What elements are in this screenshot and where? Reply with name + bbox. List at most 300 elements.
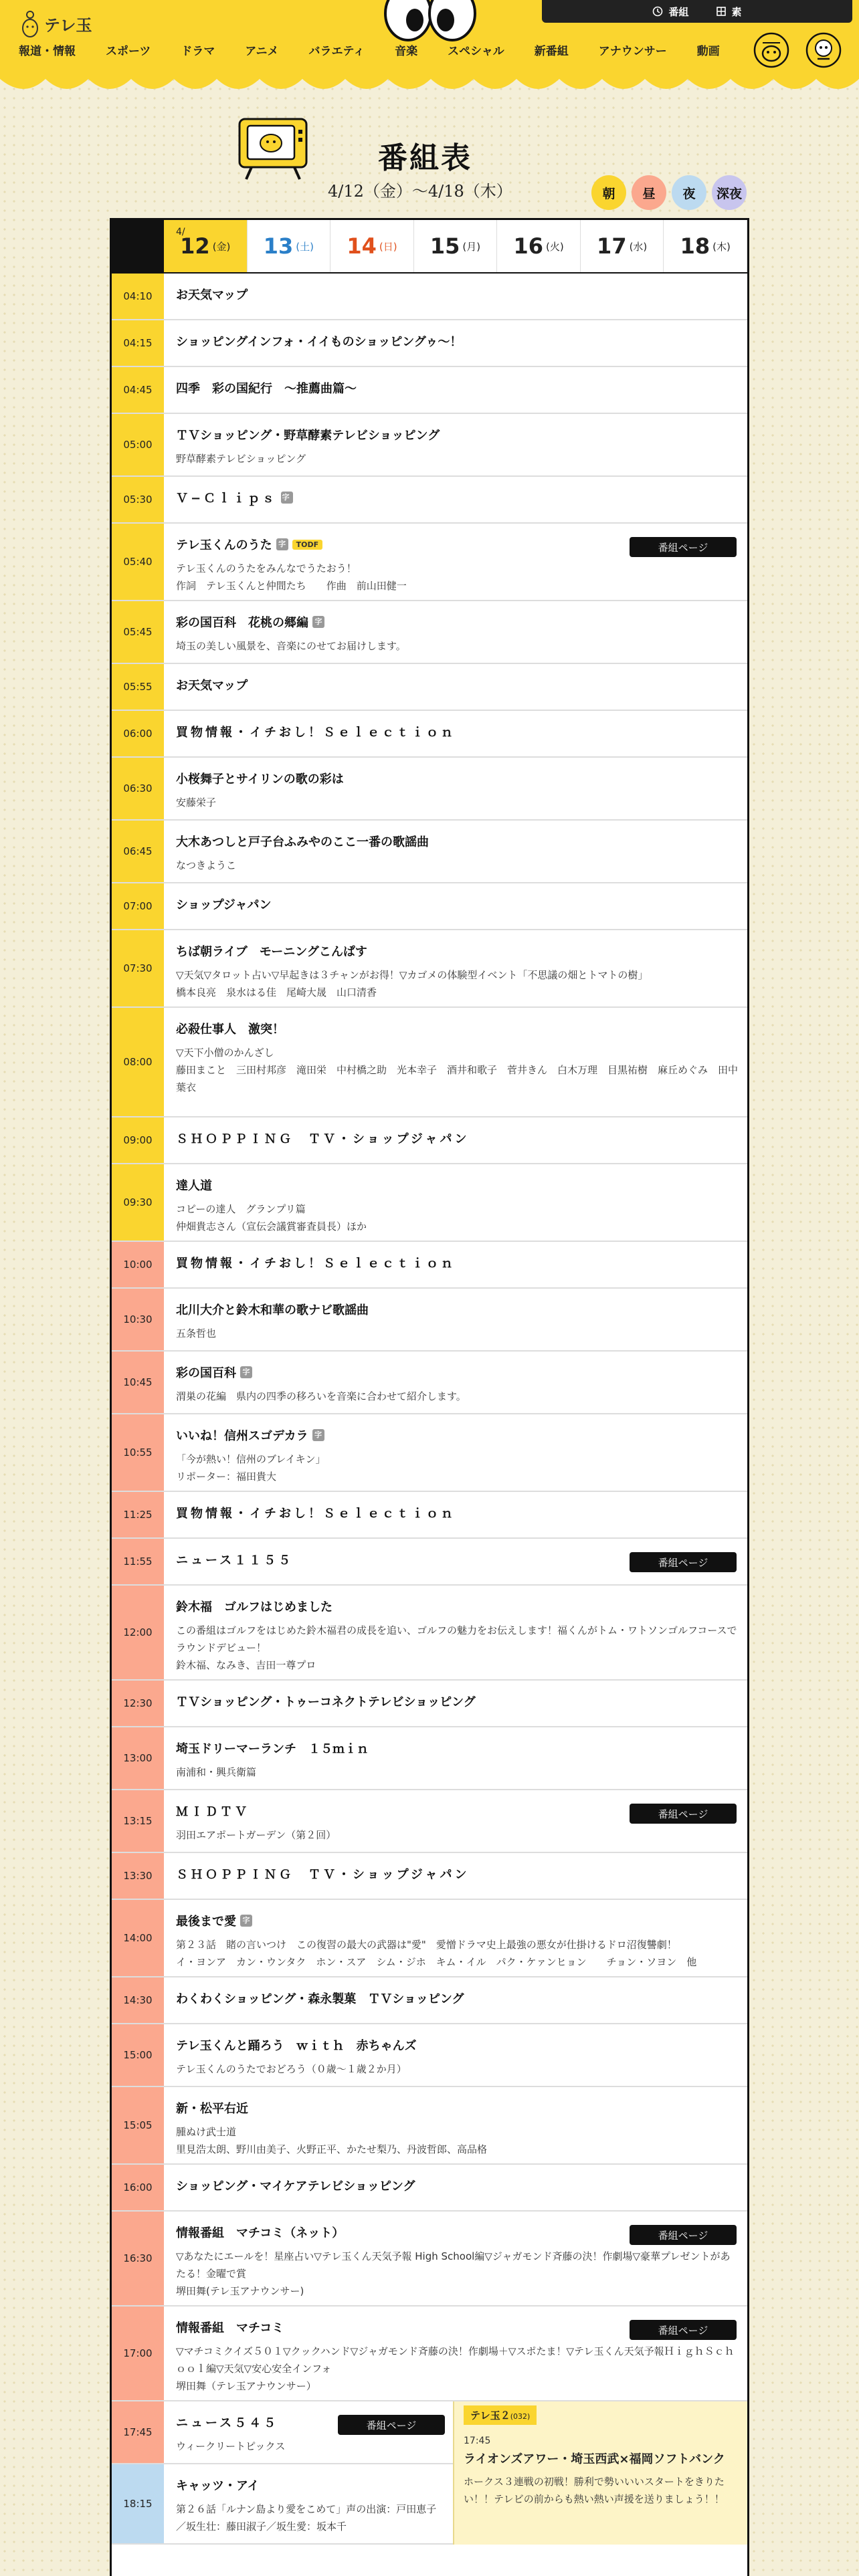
program-time: 04:45 [112,367,164,413]
site-logo[interactable] [20,8,92,39]
program-time: 10:30 [112,1289,164,1350]
program-title-wrap [176,1426,738,1444]
program-description [176,1388,738,1405]
program-description-line: ▽天下小僧のかんざし [176,1047,274,1059]
program-cell[interactable] [164,1289,747,1350]
program-title[interactable]: ショッピング・マイケアテレビショッピング [176,2179,415,2193]
program-title[interactable]: ＴＶショッピング・野草酵素テレビショッピング [176,429,440,443]
program-title-wrap [176,1176,738,1194]
program-cell[interactable] [164,1164,747,1241]
program-description [176,637,738,655]
program-description-line: 藤田まこと 三田村邦彦 滝田栄 中村橋之助 光本幸子 酒井和歌子 菅井きん 白木万理 目黒祐樹 麻丘めぐみ 田中葉衣 [176,1064,739,1093]
program-title-wrap [176,770,738,787]
program-title-wrap [176,286,738,303]
program-title-wrap [176,723,738,740]
program-title[interactable]: キャッツ・アイ [176,2479,260,2493]
program-row [112,601,747,664]
program-cell[interactable] [164,2087,747,2163]
program-row [112,821,747,883]
topbar-second-link[interactable] [716,5,742,19]
program-title[interactable]: ＭＩＤＴＶ [176,1805,250,1819]
nav-announcer[interactable]: アナウンサー [598,45,667,58]
program-title[interactable]: 買物情報・イチおし！Ｓｅｌｅｃｔｉｏｎ [176,726,456,740]
program-cell[interactable] [164,1008,747,1116]
program-cell[interactable] [164,601,747,663]
subtitle-badge: 字 [312,1429,324,1441]
program-title-wrap [176,833,738,850]
program-row [112,1164,747,1242]
program-cell[interactable] [164,2024,747,2086]
program-time: 04:15 [112,320,164,366]
program-description-line: 仲畑貴志さん（宣伝会議賞審査員長）ほか [176,1220,367,1232]
program-title[interactable]: 買物情報・イチおし！Ｓｅｌｅｃｔｉｏｎ [176,1257,456,1271]
program-cell[interactable] [164,1586,747,1679]
day-tab-date: 13 [263,233,294,259]
tetama2-badge [464,2405,537,2425]
tetama2-description: ホークス３連戦の初戦！勝利で勢いいいスタートをきりたい！！テレビの前からも熱い熱い声援を送りましょう！！ [464,2476,725,2505]
program-description [176,1044,738,1096]
day-tab-weekday: (木) [712,240,731,253]
day-tabs-corner [112,220,164,272]
top-utility-bar [542,0,852,23]
program-description-line: 五条哲也 [176,1327,217,1339]
program-title[interactable]: ＳＨＯＰＰＩＮＧ ＴＶ・ショップジャパン [176,1868,470,1882]
program-title-wrap [176,489,738,506]
program-row [112,524,747,601]
program-cell[interactable] [164,320,747,366]
program-description-line: 堺田舞（テレ玉アナウンサー） [176,2380,316,2392]
program-cell[interactable] [164,1790,747,1852]
program-description: 第２６話「ルナン島より愛をこめて」声の出演：戸田恵子／坂生壮：藤田淑子／坂生愛：坂本千 [176,2503,437,2533]
program-description-line: 安藤栄子 [176,796,217,809]
program-title[interactable]: 北川大介と鈴木和華の歌ナビ歌謡曲 [176,1303,369,1317]
program-row [112,320,747,367]
program-title-wrap [176,613,738,631]
program-cell[interactable] [164,2464,453,2543]
program-page-button[interactable]: 番組ページ [630,1804,737,1824]
tod-morning-button[interactable]: 朝 [591,175,626,210]
nav-news[interactable]: 報道・情報 [19,45,76,58]
program-description-line: リポーター：福田貴大 [176,1471,277,1483]
program-time: 12:00 [112,1586,164,1679]
program-page-button[interactable]: 番組ページ [630,2225,737,2245]
program-description-line: ▽マチコミクイズ５０１▽クックハンド▽ジャガモンド斉藤の決！作劇場＋▽スポたま！▽テレ玉くん天気予報ＨｉｇｈＳｃｈｏｏｌ編▽天気▽安心安全インフォ [176,2345,735,2375]
header-wave-divider [0,72,859,99]
program-cell[interactable] [164,1853,747,1899]
program-description-line: 第２３話 賭の言いつけ この復習の最大の武器は"愛" 愛憎ドラマ史上最強の悪女が仕掛けるドロ沼復讐劇！ [176,1939,677,1951]
program-time: 09:30 [112,1164,164,1241]
day-tab-weekday: (月) [462,240,481,253]
topbar-program-link[interactable] [652,5,688,19]
tod-daytime-button[interactable]: 昼 [632,175,666,210]
program-title[interactable]: 四季 彩の国紀行 〜推薦曲篇〜 [176,382,357,396]
program-row [112,2165,747,2212]
program-title-wrap [176,1504,738,1521]
tetama-logo-icon [20,8,40,39]
tod-night-button[interactable]: 夜 [672,175,706,210]
topbar-second-label: 素 [731,5,742,18]
mascot-badge-icon[interactable] [753,32,789,68]
program-row [112,1727,747,1790]
program-title-wrap [176,1301,738,1318]
program-title[interactable]: 鈴木福 ゴルフはじめました [176,1600,332,1614]
day-tab-weekday: (水) [629,240,648,253]
mascot-eyes-icon [380,0,480,47]
program-time: 06:00 [112,711,164,756]
day-tab-16[interactable] [497,220,581,272]
program-cell[interactable] [164,1727,747,1789]
program-description [176,1936,738,1971]
program-cell[interactable] [164,1681,747,1726]
program-cell[interactable] [164,477,747,522]
program-title[interactable]: 必殺仕事人 激突！ [176,1023,284,1037]
program-row [112,1242,747,1289]
program-description-line: テレ玉くんのうたをみんなでうたおう！ [176,562,357,574]
todf-badge: TODF [292,540,323,550]
day-tab-weekday: (金) [212,240,231,253]
program-time: 10:55 [112,1414,164,1491]
program-title[interactable]: ＴＶショッピング・トゥーコネクトテレビショッピング [176,1695,476,1709]
nav-sports[interactable]: スポーツ [106,45,151,58]
clock-icon [652,6,663,17]
program-time: 12:30 [112,1681,164,1726]
program-row [112,1492,747,1539]
program-cell[interactable] [164,414,747,475]
program-description [176,794,738,811]
program-row [112,1853,747,1900]
program-row [112,1681,747,1727]
program-row [112,664,747,711]
day-tab-date: 16 [513,233,543,259]
program-title-wrap [176,2099,738,2117]
program-cell[interactable] [164,930,747,1006]
day-tab-weekday: (日) [379,240,397,253]
program-title-wrap [176,2036,738,2054]
program-title[interactable]: お天気マップ [176,288,248,302]
program-title[interactable]: テレ玉くんと踊ろう ｗｉｔｈ 赤ちゃんズ [176,2039,417,2053]
program-title[interactable]: お天気マップ [176,679,248,693]
program-description-line: 作詞 テレ玉くんと仲間たち 作曲 前山田健一 [176,580,407,592]
nav-variety[interactable]: バラエティ [308,45,365,58]
program-title[interactable]: 買物情報・イチおし！Ｓｅｌｅｃｔｉｏｎ [176,1507,456,1521]
program-time: 07:00 [112,883,164,929]
program-time: 18:15 [112,2464,164,2543]
day-tab-date: 14 [347,233,377,259]
nav-music[interactable]: 音楽 [395,45,418,58]
date-range: 4/12（金）〜4/18（木） [328,182,512,201]
program-description [176,966,738,1001]
program-title-wrap [176,1254,738,1271]
program-description-line: 「今が熱い！信州のブレイキン」 [176,1453,326,1465]
program-time: 05:40 [112,524,164,600]
program-cell[interactable] [164,1352,747,1413]
program-description-line: 里見浩太朗、野川由美子、火野正平、かたせ梨乃、丹波哲郎、高品格 [176,2143,488,2155]
program-description-line: コピーの達人 グランプリ篇 [176,1203,306,1215]
program-row [112,1977,747,2024]
tetama2-title[interactable]: ライオンズアワー・埼玉西武×福岡ソフトバンク [464,2452,725,2466]
day-tab-14[interactable] [330,220,414,272]
program-time: 16:00 [112,2165,164,2210]
program-description-line: なつきようこ [176,859,237,871]
program-row [112,1008,747,1117]
page-title: 番組表 [378,141,472,175]
program-title[interactable]: 小桜舞子とサイリンの歌の彩は [176,772,344,786]
program-title-wrap [176,895,738,913]
program-title[interactable]: Ｖ−Ｃｌｉｐｓ [176,492,278,506]
day-tabs [112,220,747,274]
program-page-button[interactable]: 番組ページ [630,537,737,557]
program-row [112,1900,747,1977]
day-tab-weekday: (火) [546,240,564,253]
program-schedule [110,218,749,2576]
program-row [112,1117,747,1164]
program-time: 15:05 [112,2087,164,2163]
program-cell[interactable] [164,274,747,319]
program-title-wrap [176,942,738,960]
topbar-program-label: 番組 [668,5,689,18]
program-description-line: 堺田舞(テレ玉アナウンサー) [176,2285,304,2297]
subtitle-badge: 字 [240,1366,252,1378]
day-tab-15[interactable] [414,220,498,272]
program-page-button[interactable]: 番組ページ [630,2320,737,2340]
program-cell[interactable] [164,883,747,929]
program-row [112,711,747,758]
program-cell[interactable] [164,711,747,756]
program-title-wrap [176,379,738,397]
program-title[interactable]: 情報番組 マチコミ（ネット） [176,2226,345,2240]
program-title[interactable]: テレ玉くんのうた [176,538,272,552]
program-title-wrap [176,426,738,443]
program-time: 05:30 [112,477,164,522]
program-cell[interactable] [164,1414,747,1491]
day-tab-13[interactable] [248,220,331,272]
program-time: 11:25 [112,1492,164,1537]
program-row [112,274,747,320]
tetama2-label: テレ玉２ [470,2409,510,2422]
program-row [112,1539,747,1586]
program-cell[interactable] [164,1977,747,2023]
program-title-wrap [176,1912,738,1929]
program-title-wrap [176,1865,738,1883]
program-row [112,2087,747,2165]
day-tab-weekday: (土) [296,240,314,253]
program-title-wrap [176,2476,444,2494]
program-description [176,2123,738,2158]
program-cell[interactable] [164,1492,747,1537]
program-title-wrap [176,1693,738,1710]
program-title-wrap [176,676,738,693]
program-row [112,2212,747,2306]
program-description-line: 羽田エアポートガーデン（第２回） [176,1829,337,1841]
program-time: 14:30 [112,1977,164,2023]
program-title-wrap [176,1130,738,1147]
program-description-line: 渭巣の花編 県内の四季の移ろいを音楽に合わせて紹介します。 [176,1390,466,1402]
program-description-line: 鈴木福、なみき、吉田一尊プロ [176,1659,316,1671]
program-description [176,2060,738,2078]
program-row [112,1790,747,1853]
program-time: 10:00 [112,1242,164,1287]
program-time: 05:55 [112,664,164,710]
program-row [112,477,747,524]
program-row [112,930,747,1008]
program-title-wrap [176,2177,738,2194]
program-title[interactable]: 達人道 [176,1179,212,1193]
nav-anime[interactable]: アニメ [245,45,279,58]
program-title[interactable]: ショッピングインフォ・イイものショッピングゥ〜！ [176,335,462,349]
program-description [176,1200,738,1235]
tetama2-channel: (032) [510,2412,531,2421]
program-title-wrap [176,1990,738,2007]
program-title[interactable]: 彩の国百科 [176,1366,236,1380]
program-description-line: 橋本良亮 泉水はる佳 尾崎大晟 山口清香 [176,986,377,998]
tv-mascot-icon [235,114,310,181]
tod-latenight-button[interactable]: 深夜 [712,175,747,210]
nav-video[interactable]: 動画 [696,45,720,58]
program-time: 06:30 [112,758,164,819]
program-row [112,2401,453,2464]
program-page-button[interactable]: 番組ページ [338,2415,445,2435]
day-tab-month: 4/ [176,227,185,237]
program-title-wrap [176,1020,738,1037]
program-row [112,1414,747,1492]
program-title-wrap [176,1364,738,1381]
program-time: 11:55 [112,1539,164,1584]
program-row [112,1586,747,1681]
program-time: 06:45 [112,821,164,882]
program-time: 07:30 [112,930,164,1006]
tetama2-panel[interactable] [453,2401,747,2545]
program-description [176,1325,738,1342]
subtitle-badge: 字 [240,1915,252,1927]
program-title[interactable]: 情報番組 マチコミ [176,2321,284,2335]
program-time: 15:00 [112,2024,164,2086]
program-row [112,1352,747,1414]
program-time: 16:30 [112,2212,164,2305]
program-row [112,2306,747,2401]
program-description [176,2343,738,2395]
main-nav [19,41,750,58]
program-cell[interactable] [164,2165,747,2210]
program-description [176,560,738,595]
program-page-button[interactable]: 番組ページ [630,1552,737,1572]
program-title[interactable]: 最後まで愛 [176,1915,236,1929]
program-time: 08:00 [112,1008,164,1116]
program-description-line: ▽天気▽タロット占い▽早起きは３チャンがお得！▽カゴメの体験型イベント「不思議の畑とトマトの樹」 [176,969,648,981]
day-tab-17[interactable] [581,220,664,272]
program-row [112,367,747,414]
program-time: 17:45 [112,2401,164,2463]
program-title-wrap [176,1739,738,1757]
program-title[interactable]: ニュース５４５ [176,2416,279,2430]
nav-drama[interactable]: ドラマ [181,45,215,58]
program-cell[interactable] [164,2401,453,2463]
program-cell[interactable] [164,1900,747,1976]
program-cell[interactable] [164,1539,747,1584]
program-title[interactable]: ＳＨＯＰＰＩＮＧ ＴＶ・ショップジャパン [176,1132,470,1146]
tetama2-time: 17:45 [464,2436,491,2446]
program-description-line: イ・ヨンア カン・ウンタク ホン・スア シム・ジホ キム・イル パク・ケァンヒョン チョン・ソヨン 他 [176,1956,697,1968]
program-description [176,1451,738,1485]
program-row [112,758,747,821]
program-cell[interactable] [164,1117,747,1163]
program-title[interactable]: 彩の国百科 花桃の郷編 [176,616,308,630]
mascot-character-icon[interactable] [805,32,842,68]
program-description [176,1763,738,1781]
day-tab-date: 12 [180,233,210,259]
program-time: 05:00 [112,414,164,475]
split-block [112,2401,747,2545]
program-time: 17:00 [112,2306,164,2400]
program-description-line: この番組はゴルフをはじめた鈴木福君の成長を追い、ゴルフの魅力をお伝えします！福くんがトム・ワトソンゴルフコースでラウンドデビュー！ [176,1624,737,1654]
grid-icon [716,6,727,17]
program-title-wrap [176,1598,738,1615]
program-time: 04:10 [112,274,164,319]
program-time: 13:00 [112,1727,164,1789]
program-title-wrap [176,332,738,350]
program-time: 09:00 [112,1117,164,1163]
subtitle-badge: 字 [312,616,324,628]
program-description [176,1622,738,1674]
program-rows [112,274,747,2545]
program-description-line: 埼玉の美しい風景を、音楽にのせてお届けします。 [176,640,406,652]
program-description-line: 腫ぬけ武士道 [176,2126,237,2138]
program-description: ウィークリートピックス [176,2440,286,2452]
program-description [176,1826,738,1844]
subtitle-badge: 字 [281,492,293,504]
program-cell[interactable] [164,664,747,710]
program-description-line: 野草酵素テレビショッピング [176,453,306,465]
program-time: 10:45 [112,1352,164,1413]
day-tab-date: 17 [597,233,627,259]
program-title[interactable]: 大木あつしと戸子台ふみやのここ一番の歌謡曲 [176,835,429,849]
program-row [112,2024,747,2087]
program-title[interactable]: ちば朝ライブ モーニングこんぱす [176,945,367,959]
program-cell[interactable] [164,2306,747,2400]
logo-text: テレ玉 [44,15,92,35]
program-time: 13:30 [112,1853,164,1899]
nav-new-programs[interactable]: 新番組 [534,45,569,58]
day-tab-date: 18 [680,233,710,259]
program-description [176,450,738,467]
program-row [112,2464,453,2545]
program-cell[interactable] [164,1242,747,1287]
program-time: 13:15 [112,1790,164,1852]
program-row [112,883,747,930]
program-title[interactable]: いいね！信州スゴデカラ [176,1429,308,1443]
program-description [176,857,738,874]
nav-special[interactable]: スペシャル [448,45,504,58]
day-tab-12[interactable] [164,220,248,272]
day-tab-18[interactable] [664,220,747,272]
program-row [112,414,747,477]
program-time: 05:45 [112,601,164,663]
program-title[interactable]: ショップジャパン [176,898,272,912]
program-cell[interactable] [164,524,747,600]
program-description-line: テレ玉くんのうたでおどろう（０歳〜１歳２か月） [176,2063,407,2075]
program-description-line: ▽あなたにエールを！星座占い▽テレ玉くん天気予報 High School編▽ジャガモンド斉藤の決！作劇場▽豪華プレゼントがあたる！金曜で賞 [176,2250,731,2280]
program-cell[interactable] [164,367,747,413]
program-title[interactable]: ニュース１１５５ [176,1553,294,1568]
program-cell[interactable] [164,2212,747,2305]
program-title[interactable]: わくわくショッピング・森永製菓 ＴＶショッピング [176,1992,464,2006]
program-cell[interactable] [164,758,747,819]
program-title[interactable]: 新・松平右近 [176,2102,248,2116]
program-title[interactable]: 埼玉ドリーマーランチ １５ｍｉｎ [176,1742,369,1756]
program-row [112,1289,747,1352]
program-description-line: 南浦和・興兵衛篇 [176,1766,257,1778]
program-cell[interactable] [164,821,747,882]
program-description [176,2248,738,2300]
